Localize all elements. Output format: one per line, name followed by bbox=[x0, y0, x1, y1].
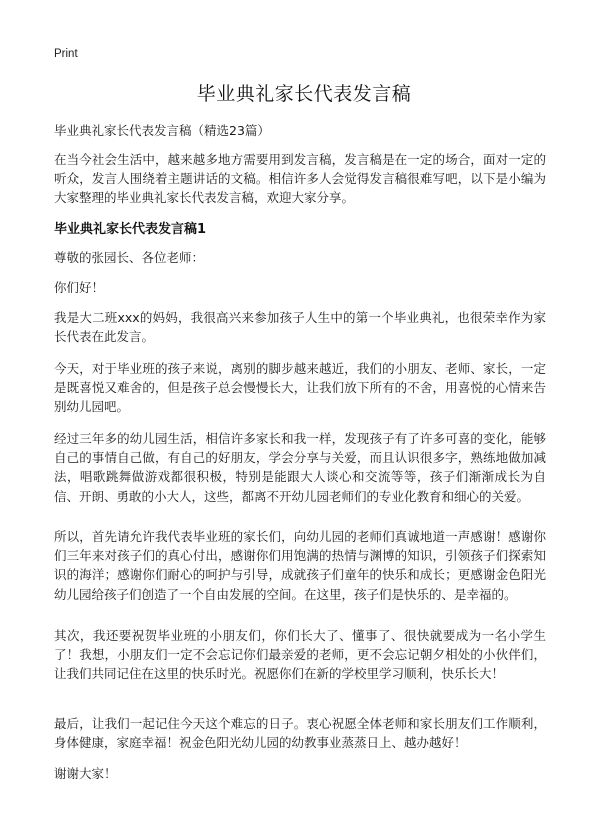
intro-paragraph: 在当今社会生活中，越来越多地方需要用到发言稿，发言稿是在一定的场合，面对一定的听众，发言人围绕着主题讲话的文稿。相信许多人会觉得发言稿很难写吧，以下是小编为大家整理的毕业典礼家长代表发言稿，欢迎大家分享。 bbox=[54, 152, 546, 206]
closing-paragraph: 谢谢大家！ bbox=[54, 766, 117, 781]
body-paragraph: 经过三年多的幼儿园生活，相信许多家长和我一样，发现孩子有了许多可喜的变化，能够自己的事情自己做，有自己的好朋友，学会分享与关爱，而且认识很多字，熟练地做加减法，唱歌跳舞做游戏都很积极，特别是能跟大人谈心和交流等等，孩子们渐渐成长为自信、开朗、勇敢的小大人，这些，都离不开幼儿园老师们的专业化教育和细心的关爱。 bbox=[54, 431, 546, 504]
document-subtitle: 毕业典礼家长代表发言稿（精选23篇） bbox=[54, 123, 270, 138]
body-paragraph: 最后，让我们一起记住今天这个难忘的日子。衷心祝愿全体老师和家长朋友们工作顺利，身体健康，家庭幸福！祝金色阳光幼儿园的幼教事业蒸蒸日上、越办越好！ bbox=[54, 716, 546, 751]
body-paragraph: 今天，对于毕业班的孩子来说，离别的脚步越来越近，我们的小朋友、老师、家长，一定是既喜悦又难舍的，但是孩子总会慢慢长大，让我们放下所有的不舍，用喜悦的心情来告别幼儿园吧。 bbox=[54, 361, 546, 415]
body-paragraph: 其次，我还要祝贺毕业班的小朋友们，你们长大了、懂事了、很快就要成为一名小学生了！我想，小朋友们一定不会忘记你们最亲爱的老师，更不会忘记朝夕相处的小伙伴们，让我们共同记住在这里的快乐时光。祝愿你们在新的学校里学习顺利，快乐长大！ bbox=[54, 628, 546, 682]
body-paragraph: 我是大二班xxx的妈妈，我很高兴来参加孩子人生中的第一个毕业典礼，也很荣幸作为家长代表在此发言。 bbox=[54, 310, 546, 345]
page-title: 毕业典礼家长代表发言稿 bbox=[196, 83, 412, 105]
body-paragraph: 所以，首先请允许我代表毕业班的家长们，向幼儿园的老师们真诚地道一声感谢！感谢你们三年来对孩子们的真心付出，感谢你们用饱满的热情与渊博的知识，引领孩子们探索知识的海洋；感谢你们耐心的呵护与引导，成就孩子们童年的快乐和成长；更感谢金色阳光幼儿园给孩子们创造了一个自由发展的空间。在这里，孩子们是快乐的、是幸福的。 bbox=[54, 529, 546, 602]
hello-paragraph: 你们好！ bbox=[54, 280, 105, 295]
print-label: Print bbox=[54, 48, 78, 60]
section-heading: 毕业典礼家长代表发言稿1 bbox=[54, 222, 207, 237]
greeting-paragraph: 尊敬的张园长、各位老师： bbox=[54, 250, 205, 265]
